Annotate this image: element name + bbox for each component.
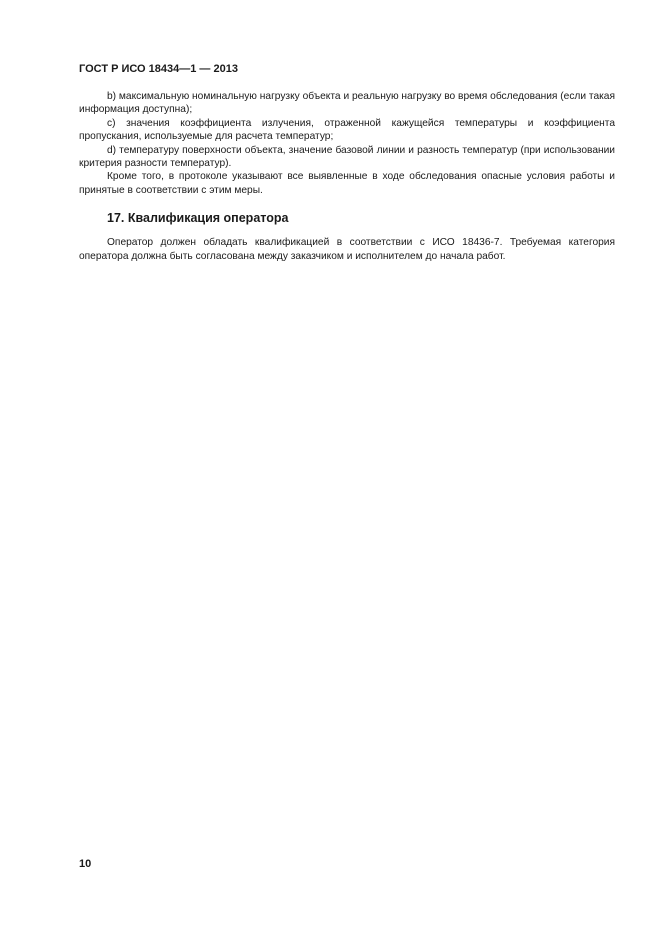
page-number: 10 (79, 858, 92, 870)
section-title: 17. Квалификация оператора (107, 211, 289, 226)
section-body-paragraph: Оператор должен обладать квалификацией в соответствии с ИСО 18436-7. Требуемая категория оператора должна быть согласована между заказчиком и исполнителем до начала работ. (79, 237, 615, 262)
page-content (79, 90, 615, 263)
list-item-c: c) значения коэффициента излучения, отраженной кажущейся температуры и коэффициента пропускания, используемые для расчета температур; (79, 117, 615, 143)
protocol-note-paragraph: Кроме того, в протоколе указывают все выявленные в ходе обследования опасные условия работы и принятые в соответствии с этим меры. (79, 171, 615, 196)
list-item-b: b) максимальную номинальную нагрузку объекта и реальную нагрузку во время обследования (если такая информация доступна); (79, 91, 615, 116)
document-header: ГОСТ Р ИСО 18434—1 — 2013 (79, 63, 238, 75)
list-item-d: d) температуру поверхности объекта, значение базовой линии и разность температур (при использовании критерия разности температур). (79, 144, 615, 170)
